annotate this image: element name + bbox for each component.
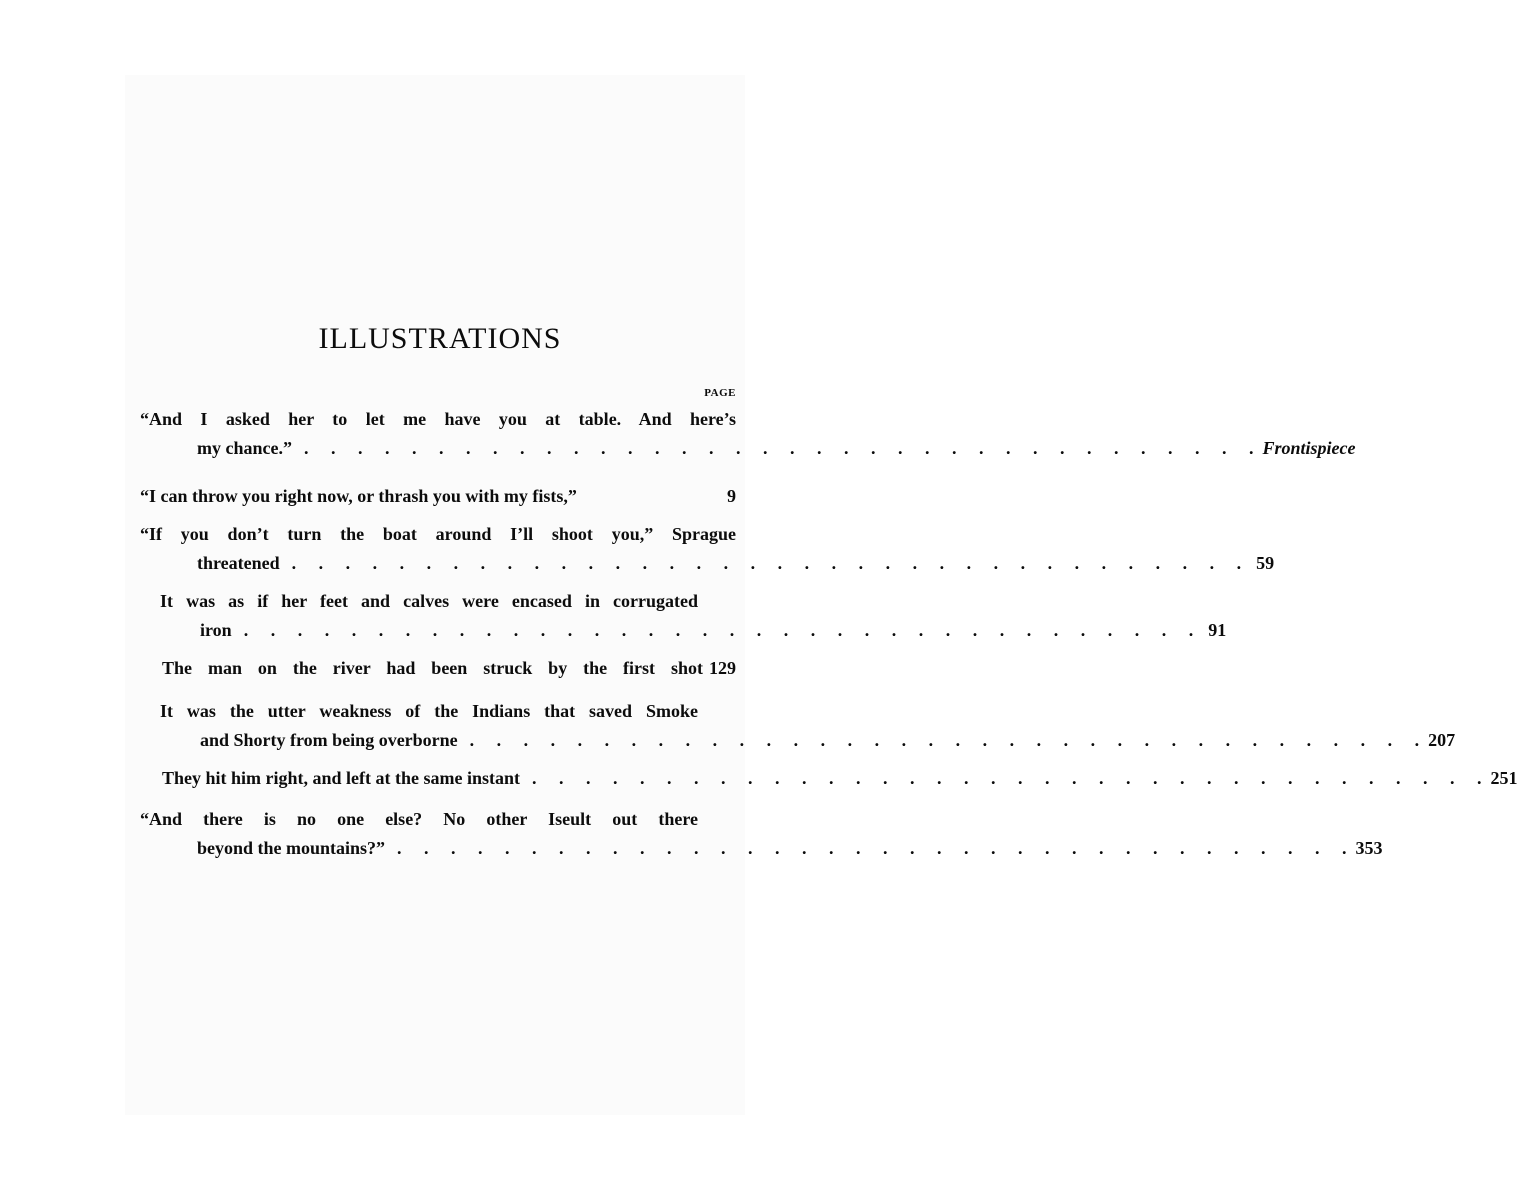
list-item: [140, 805, 1383, 863]
page-title: ILLUSTRATIONS: [318, 322, 562, 355]
entry-caption: threatened: [197, 553, 280, 573]
dot-leader: . . . . . . . . . . . . . . . . . . . . . . . . . . . . . . . . . . . .: [243, 620, 1203, 640]
entry-page-number: 353: [1355, 838, 1383, 858]
entry-line: [162, 764, 1518, 793]
entry-line: [162, 654, 736, 683]
list-item: [162, 764, 1518, 793]
entry-line: [140, 434, 1356, 463]
entry-caption: “And I asked her to let me have you at table. And here’s: [140, 409, 736, 429]
dot-leader: . . . . . . . . . . . . . . . . . . . . . . . . . . . . . . . . . . . .: [397, 838, 1356, 858]
entry-page-number: 129: [709, 658, 736, 678]
entry-caption: beyond the mountains?”: [197, 838, 386, 858]
entry-page-number: 251: [1490, 768, 1518, 788]
entry-line: [140, 549, 1275, 578]
entry-page-number: 59: [1256, 553, 1275, 573]
page-column-label: PAGE: [704, 387, 736, 399]
entry-line: [140, 834, 1383, 863]
entry-line: [140, 405, 736, 434]
entry-caption: my chance.”: [197, 438, 292, 458]
entry-line: [140, 520, 736, 549]
entry-line: [140, 805, 736, 834]
entry-caption: and Shorty from being overborne: [200, 730, 458, 750]
list-item: [160, 587, 1227, 645]
entry-page-number: 91: [1208, 620, 1227, 640]
entry-page-number: Frontispiece: [1262, 438, 1356, 458]
dot-leader: . . . . . . . . . . . . . . . . . . . . . . . . . . . . . . . . . . . .: [469, 730, 1429, 750]
entry-line: [140, 482, 736, 511]
entry-caption: “If you don’t turn the boat around I’ll shoot you,” Sprague: [140, 524, 736, 544]
entry-line: [160, 697, 736, 726]
dot-leader: . . . . . . . . . . . . . . . . . . . . . . . . . . . . . . . . . . . .: [532, 768, 1491, 788]
entry-caption: The man on the river had been struck by the first shot: [162, 658, 703, 678]
dot-leader: . . . . . . . . . . . . . . . . . . . . . . . . . . . . . . . . . . . .: [303, 438, 1263, 458]
entry-line: [160, 616, 1227, 645]
list-item: [140, 520, 1275, 578]
entry-caption: iron: [200, 620, 232, 640]
list-item: [140, 482, 736, 511]
entry-caption: It was the utter weakness of the Indians that saved Smoke: [160, 701, 698, 721]
entry-caption: “And there is no one else? No other Iseult out there: [140, 809, 698, 829]
entry-caption: “I can throw you right now, or thrash you with my fists,”: [140, 486, 577, 506]
entry-line: [160, 587, 736, 616]
list-item: [162, 654, 736, 683]
entry-page-number: 207: [1428, 730, 1456, 750]
list-item: [140, 405, 1356, 463]
list-item: [160, 697, 1456, 755]
entry-line: [160, 726, 1456, 755]
entry-page-number: 9: [727, 486, 736, 506]
dot-leader: . . . . . . . . . . . . . . . . . . . . . . . . . . . . . . . . . . . .: [291, 553, 1251, 573]
entry-caption: They hit him right, and left at the same instant: [162, 768, 521, 788]
entry-caption: It was as if her feet and calves were encased in corrugated: [160, 591, 698, 611]
